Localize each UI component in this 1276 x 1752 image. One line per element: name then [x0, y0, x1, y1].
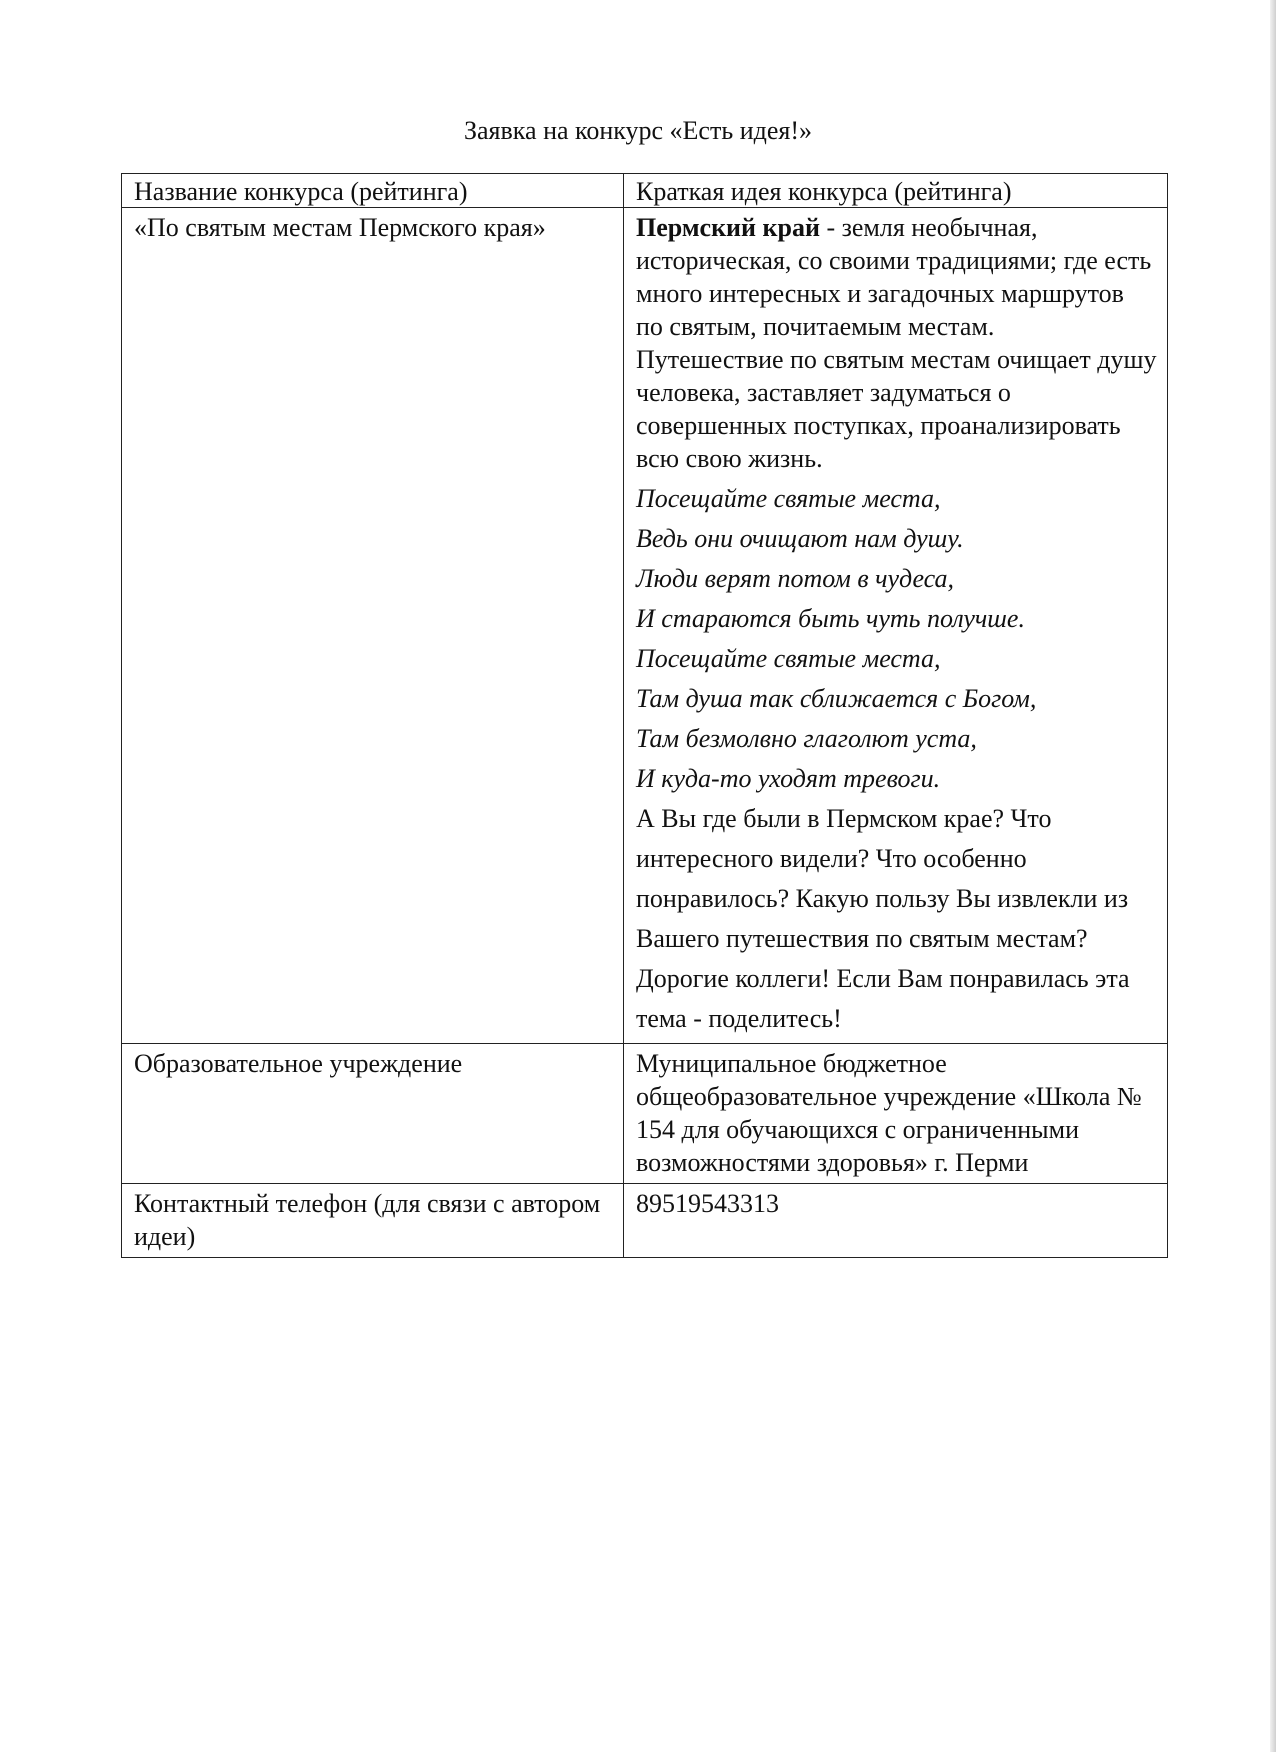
table-row-institution	[122, 1044, 1168, 1184]
table-header-row	[122, 174, 1168, 208]
header-contest-idea: Краткая идея конкурса (рейтинга)	[624, 174, 1168, 208]
application-table	[121, 173, 1168, 1258]
poem-line: И стараются быть чуть получше.	[636, 604, 1025, 633]
contest-idea-cell	[624, 208, 1168, 1044]
idea-paragraph-2: Путешествие по святым местам очищает душу человека, заставляет задуматься о совершенных поступках, проанализировать всю свою жизнь.	[636, 345, 1157, 473]
idea-questions: А Вы где были в Пермском крае? Что интересного видели? Что особенно понравилось? Какую пользу Вы извлекли из Вашего путешествия по святым местам?	[636, 804, 1129, 953]
document-title: Заявка на конкурс «Есть идея!»	[463, 116, 812, 145]
poem-line: Посещайте святые места,	[636, 644, 941, 673]
poem-line: И куда-то уходят тревоги.	[636, 764, 941, 793]
contest-name: «По святым местам Пермского края»	[134, 213, 546, 242]
institution-label: Образовательное учреждение	[122, 1044, 624, 1184]
contest-name-cell	[122, 208, 624, 1044]
contact-phone: 89519543313	[624, 1184, 1168, 1258]
poem-line: Ведь они очищают нам душу.	[636, 524, 964, 553]
header-contest-name: Название конкурса (рейтинга)	[122, 174, 624, 208]
idea-lead: Пермский край	[636, 213, 820, 242]
poem-line: Люди верят потом в чудеса,	[636, 564, 955, 593]
poem-line: Посещайте святые места,	[636, 484, 941, 513]
page-edge-shadow	[1270, 0, 1276, 1752]
idea-intro	[636, 211, 1157, 343]
contact-label: Контактный телефон (для связи с автором идеи)	[122, 1184, 624, 1258]
poem-line: Там душа так сближается с Богом,	[636, 684, 1037, 713]
table-row-contest	[122, 208, 1168, 1044]
institution-value: Муниципальное бюджетное общеобразовательное учреждение «Школа № 154 для обучающихся с ограниченными возможностями здоровья» г. Перми	[624, 1044, 1168, 1184]
table-row-contact	[122, 1184, 1168, 1258]
idea-appeal: Дорогие коллеги! Если Вам понравилась эта тема - поделитесь!	[636, 964, 1130, 1033]
idea-intro-rest: - земля необычная, историческая, со своими традициями; где есть много интересных и загадочных маршрутов по святым, почитаемым местам.	[636, 213, 1152, 341]
poem	[636, 479, 1157, 799]
poem-line: Там безмолвно глаголют уста,	[636, 724, 977, 753]
